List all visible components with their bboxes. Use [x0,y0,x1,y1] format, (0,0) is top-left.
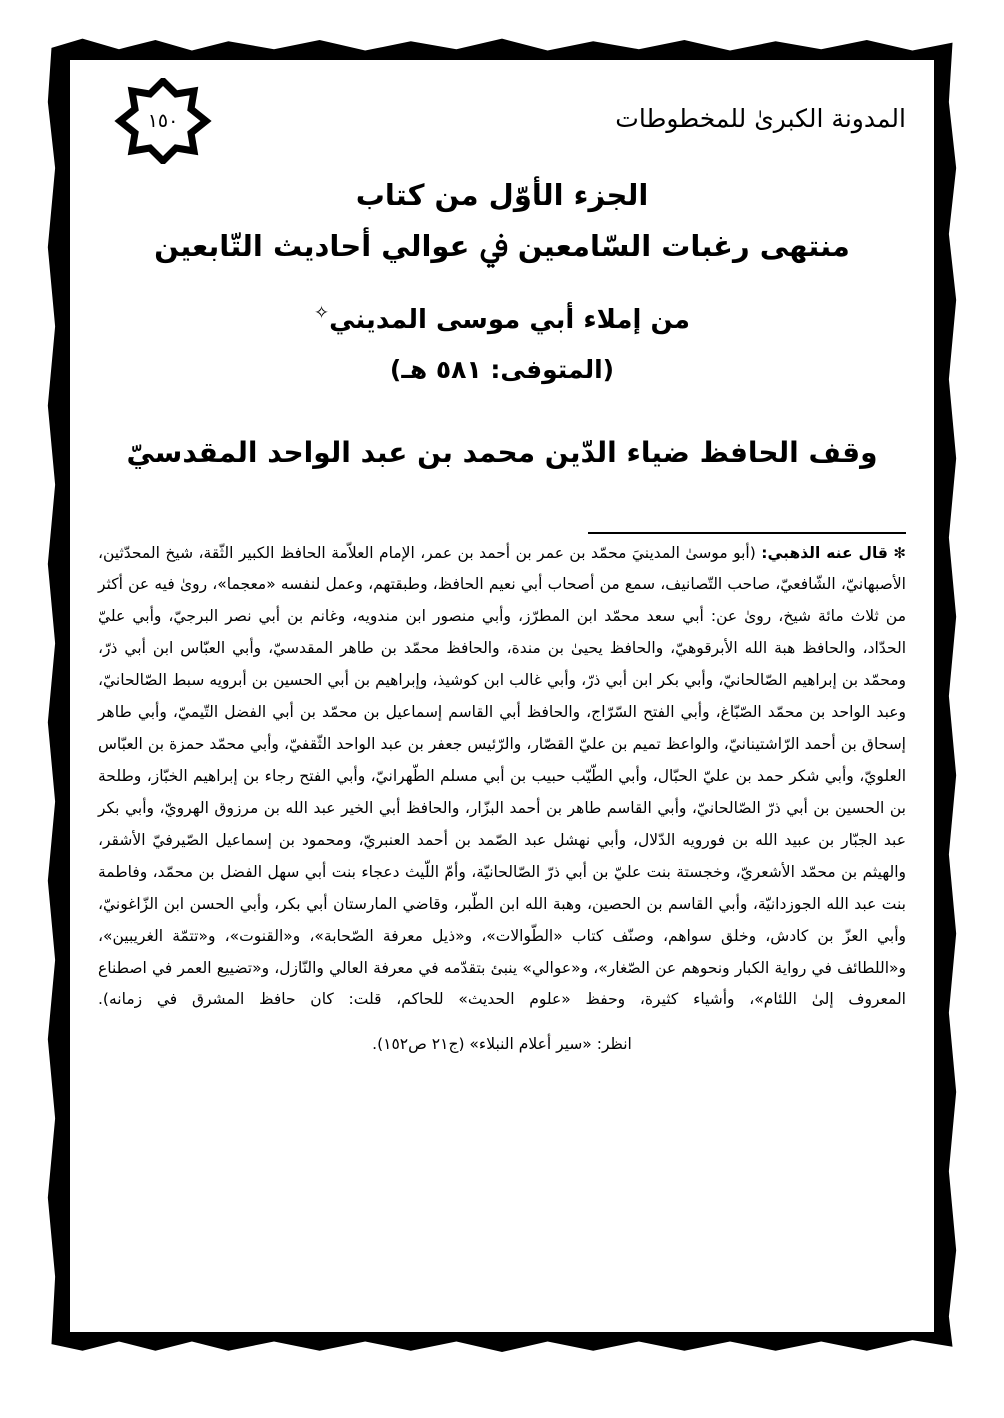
page-header [98,78,906,164]
author-text: من إملاء أبي موسى المديني [329,304,690,335]
endowment-statement: وقف الحافظ ضياء الدّين محمد بن عبد الواحد المقدسيّ [126,435,878,469]
footnote-source-reference: انظر: «سير أعلام النبلاء» (ج٢١ ص١٥٢). [372,1035,632,1054]
footnote-body: (أبو موسىٰ المدينيَ محمّد بن عمر بن أحمد بن عمر، الإمام العلاّمة الحافظ الكبير الثّقة، شيخ المحدّثين، الأصبهانيّ، الشّافعيّ، صاحب التّصانيف، سمع من أصحاب أبي نعيم الحافظ، وطبقتهم، وعمل لنفسه «معجما»، روىٰ فيه عن أكثر من ثلاث مائة شيخ، روىٰ عن: أبي سعد محمّد ابن المطرّز، وأبي منصور ابن مندويه، وغانم بن أبي نصر البرجيّ، وأبي عليّ الحدّاد، والحافظ هبة الله الأبرقوهيّ، والحافظ يحيىٰ بن مندة، والحافظ محمّد بن طاهر المقدسيّ، وأبي العبّاس ابن أبي ذرّ، ومحمّد بن إبراهيم الصّالحانيّ، وأبي بكر ابن أبي ذرّ، وأبي غالب ابن كوشيذ، وإبراهيم بن أبي الحسين بن أبرويه سبط الصّالحانيّ، وعبد الواحد بن محمّد الصّبّاغ، وأبي الفتح السّرّاج، والحافظ أبي القاسم إسماعيل بن محمّد بن أبي الفضل التّيميّ، وأبي طاهر إسحاق بن أحمد الرّاشتينانيّ، والواعظ تميم بن عليّ القصّار، والرّئيس جعفر بن عبد الواحد الثّقفيّ، وأبي محمّد حمزة بن العبّاس العلويّ، وأبي شكر حمد بن عليّ الحبّال، وأبي الطّيّب حبيب بن أبي مسلم الطّهرانيّ، وأبي الفتح رجاء بن إبراهيم الخبّاز، وطلحة بن الحسين بن أبي ذرّ الصّالحانيّ، وأبي القاسم طاهر بن أحمد البزّار، والحافظ أبي الخير عبد الله بن مرزوق الهرويّ، وأبي بكر عبد الجبّار بن عبيد الله بن فورويه الدّلال، وأبي نهشل عبد الصّمد بن أحمد العنبريّ، ومحمود بن إسماعيل الصّيرفيّ الأشقر، والهيثم بن محمّد الأشعريّ، وخجستة بنت عليّ بن أبي ذرّ الصّالحانيّة، وأمّ اللّيث دعجاء بنت أبي سهل الفضل بن محمّد، وفاطمة بنت عبد الله الجوزدانيّة، وأبي القاسم بن الحصين، وهبة الله ابن الطّبر، وقاضي المارستان أبي بكر، وأبي الحسن ابن الزّاغونيّ، وأبي العزّ بن كادش، وخلق سواهم، وصنّف كتاب «الطّوالات»، و«ذيل معرفة الصّحابة»، و«القنوت»، و«تتمّة الغريبين»، و«اللطائف في رواية الكبار ونحوهم عن الصّغار»، و«عوالي» ينبئ بتقدّمه في معرفة العالي والنّازل، و«تضييع العمر في اصطناع المعروف إلىٰ اللئام»، وأشياء كثيرة، وحفظ «علوم الحديث» للحاكم، قلت: كان حافظ المشرق في زمانه). [98,543,906,1009]
footnote-text [98,538,906,1017]
footnote-asterisk-icon: ✻ [893,543,906,562]
title-author-line [98,300,906,342]
title-part-two: منتهى رغبات السّامعين ﰲ عوالي أحاديث التّابعين [154,228,850,263]
title-block [98,172,906,390]
author-death-date: (المتوفى: ٥٨١ هـ) [389,354,615,384]
footnote-rule-line [588,532,906,534]
page-number: ١٥٠ [147,110,179,132]
page-content [70,60,934,1332]
collection-title: المدونة الكبرىٰ للمخطوطات [615,104,906,133]
footnote-lead-in: قال عنه الذهبي: [761,543,888,562]
author-footnote-marker-icon: ✧ [314,302,330,324]
title-part-one: الجزء الأوّل من كتاب [355,178,649,212]
footnote-separator [98,519,906,520]
